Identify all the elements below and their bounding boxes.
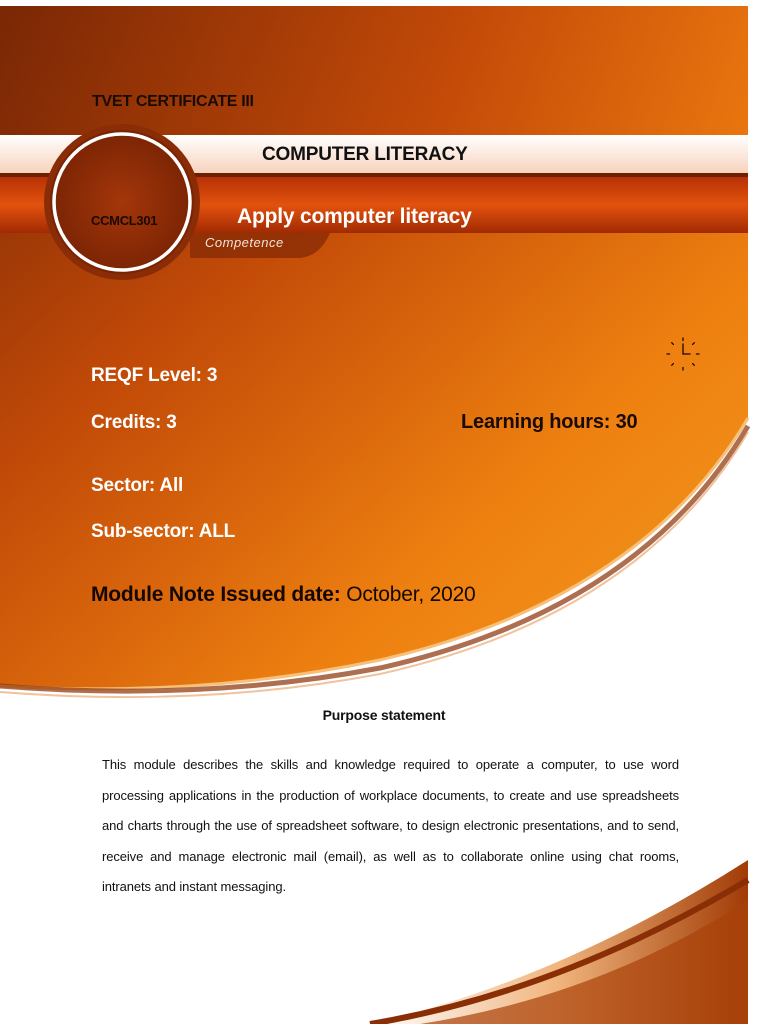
issued-date: [91, 583, 476, 607]
issued-date-label: Module Note Issued date:: [91, 583, 341, 606]
competence-title: Apply computer literacy: [237, 205, 472, 228]
sector: Sector: All: [91, 475, 184, 496]
module-title: COMPUTER LITERACY: [262, 144, 468, 165]
certificate-title: TVET CERTIFICATE III: [92, 93, 254, 110]
competence-label: Competence: [205, 235, 284, 250]
issued-date-value: October, 2020: [340, 583, 476, 606]
reqf-level: REQF Level: 3: [91, 365, 218, 386]
purpose-title: Purpose statement: [322, 707, 446, 723]
module-code: CCMCL301: [91, 213, 158, 228]
sub-sector: Sub-sector: ALL: [91, 521, 236, 542]
purpose-body: This module describes the skills and knowledge required to operate a computer, to use word processing applications in the production of workplace documents, to create and use spreadsheets and charts through the use of spreadsheet software, to design electronic presentations, and to send, receive and manage electronic mail (email), as well as to collaborate online using chat rooms, intranets and instant messaging.: [102, 757, 679, 894]
credits: Credits: 3: [91, 412, 177, 433]
clock-icon: [663, 334, 703, 374]
learning-hours: Learning hours: 30: [461, 411, 638, 433]
